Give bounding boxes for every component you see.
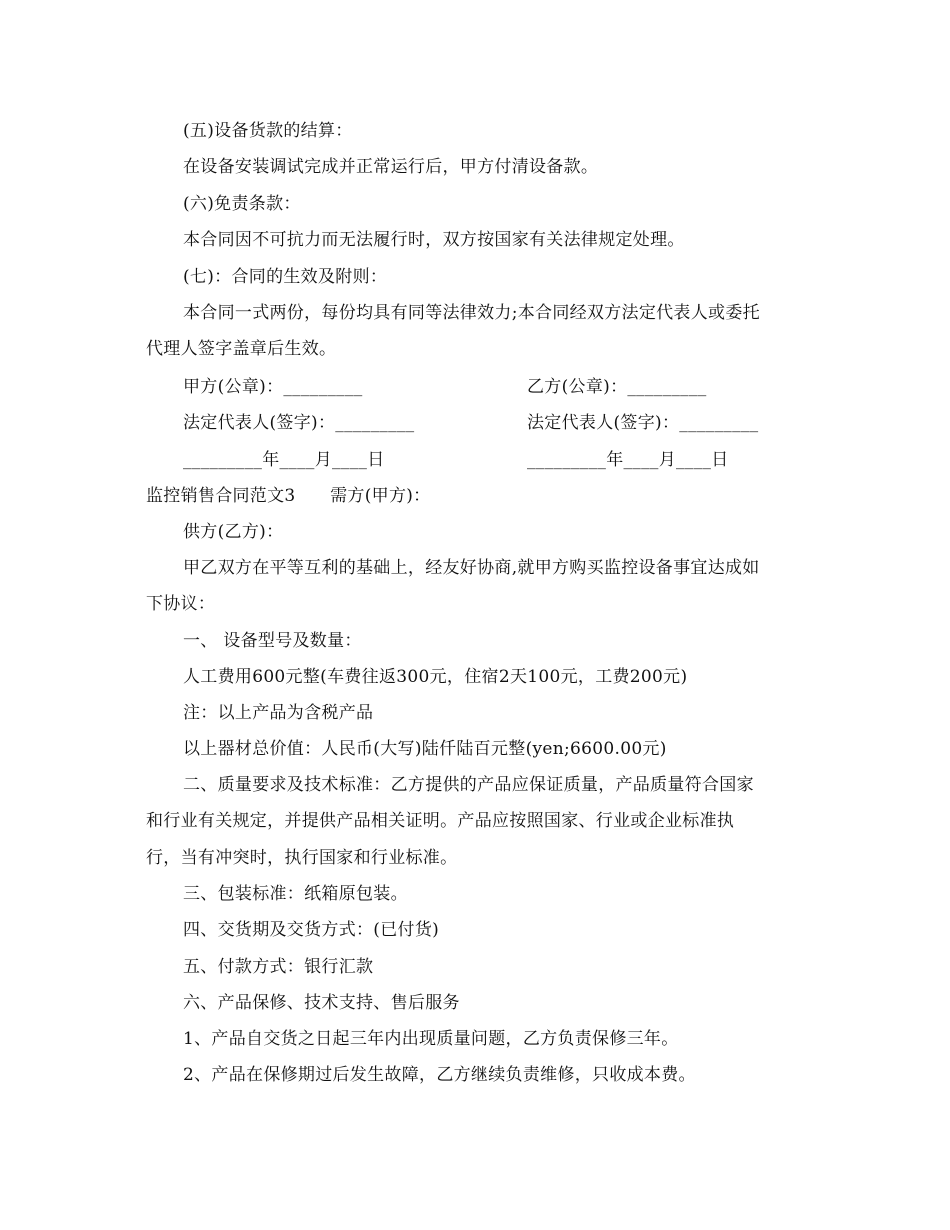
clause-6-text: 本合同因不可抗力而无法履行时，双方按国家有关法律规定处理。 xyxy=(183,230,685,250)
clause-7-heading: (七)：合同的生效及附则： xyxy=(183,267,388,287)
warranty-item-1: 1、产品自交货之日起三年内出现质量问题，乙方负责保修三年。 xyxy=(183,1029,679,1049)
item-6-heading: 六、产品保修、技术支持、售后服务 xyxy=(183,993,460,1013)
party-b-date: _________年____月____日 xyxy=(527,450,729,470)
item-4-text: 四、交货期及交货方式：(已付货) xyxy=(183,920,440,940)
clause-7-text-cont: 代理人签字盖章后生效。 xyxy=(146,339,337,359)
clause-6-heading: (六)免责条款： xyxy=(183,194,301,214)
clause-5-heading: (五)设备货款的结算： xyxy=(183,121,353,141)
item-1-heading: 一、 设备型号及数量： xyxy=(183,631,362,651)
clause-7-text: 本合同一式两份，每份均具有同等法律效力;本合同经双方法定代表人或委托 xyxy=(183,303,760,323)
tax-note: 注：以上产品为含税产品 xyxy=(183,703,374,723)
item-2-text: 二、质量要求及技术标准：乙方提供的产品应保证质量，产品质量符合国家 xyxy=(183,775,754,795)
item-5-text: 五、付款方式：银行汇款 xyxy=(183,957,374,977)
item-3-text: 三、包装标准：纸箱原包装。 xyxy=(183,884,408,904)
clause-5-text: 在设备安装调试完成并正常运行后，甲方付清设备款。 xyxy=(183,157,599,177)
party-b-seal: 乙方(公章)：_________ xyxy=(527,377,707,397)
agreement-intro-cont: 下协议： xyxy=(146,594,216,614)
item-2-text-cont-1: 和行业有关规定，并提供产品相关证明。产品应按照国家、行业或企业标准执 xyxy=(146,811,735,831)
supplier-line: 供方(乙方)： xyxy=(183,522,284,542)
party-a-seal: 甲方(公章)：_________ xyxy=(183,377,363,397)
warranty-item-2: 2、产品在保修期过后发生故障，乙方继续负责维修，只收成本费。 xyxy=(183,1065,696,1085)
party-b-representative: 法定代表人(签字)：_________ xyxy=(527,413,759,433)
party-a-representative: 法定代表人(签字)：_________ xyxy=(183,413,415,433)
total-value-line: 以上器材总价值：人民币(大写)陆仟陆百元整(yen;6600.00元) xyxy=(183,739,667,759)
party-a-date: _________年____月____日 xyxy=(183,450,385,470)
labor-cost-line: 人工费用600元整(车费往返300元，住宿2天100元，工费200元) xyxy=(183,667,688,687)
item-2-text-cont-2: 行，当有冲突时，执行国家和行业标准。 xyxy=(146,848,458,868)
section-3-heading: 监控销售合同范文3 需方(甲方)： xyxy=(146,486,431,506)
agreement-intro: 甲乙双方在平等互利的基础上，经友好协商,就甲方购买监控设备事宜达成如 xyxy=(183,558,760,578)
